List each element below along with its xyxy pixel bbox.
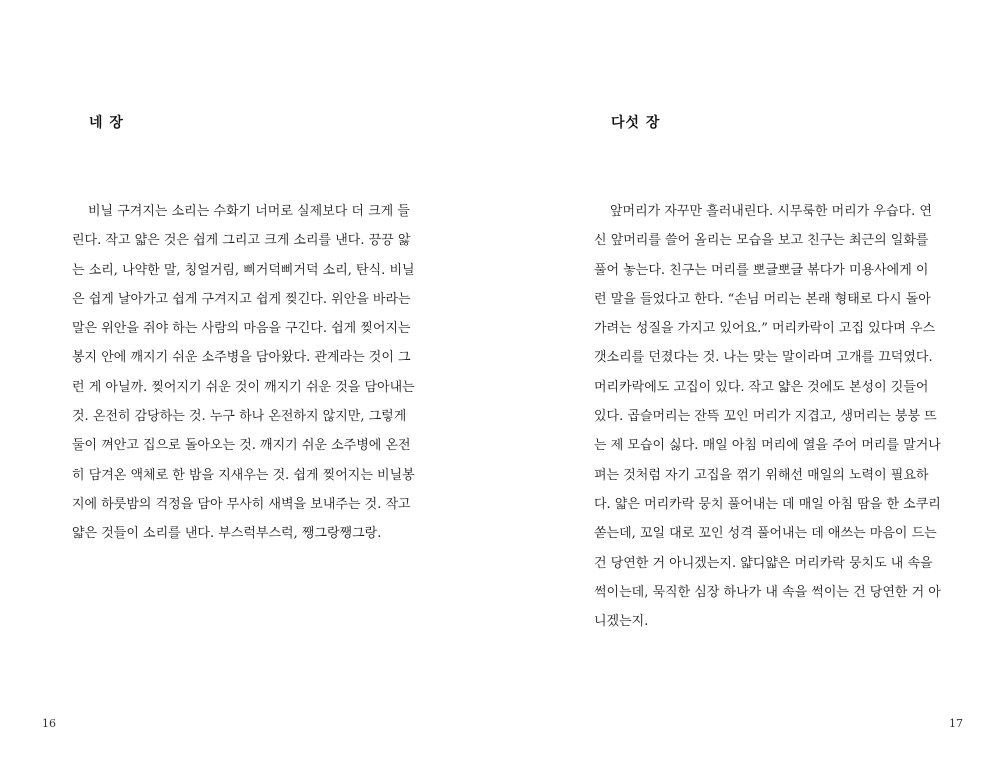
text-line: 다. 얇은 머리카락 뭉치 풀어내는 데 매일 아침 땀을 한 소쿠리 — [594, 496, 941, 512]
text-line: 말은 위안을 쥐야 하는 사람의 마음을 구긴다. 쉽게 찢어지는 — [72, 321, 411, 337]
text-line: 가려는 성질을 가지고 있어요.” 머리카락이 고집 있다며 우스 — [594, 321, 936, 337]
text-line: 쏟는데, 꼬일 대로 꼬인 성격 풀어내는 데 애쓰는 마음이 드는 — [594, 526, 937, 542]
text-line: 있다. 곱슬머리는 잔뜩 꼬인 머리가 지겹고, 생머리는 붕붕 뜨 — [594, 409, 937, 425]
page-number: 16 — [42, 717, 56, 730]
text-line: 것. 온전히 감당하는 것. 누구 하나 온전하지 않지만, 그렇게 — [72, 409, 407, 425]
body-text — [594, 197, 941, 636]
text-line: 머리카락에도 고집이 있다. 작고 얇은 것에도 본성이 깃들어 — [594, 379, 929, 395]
chapter-title: 네 장 — [89, 115, 124, 131]
text-line: 썩이는데, 묵직한 심장 하나가 내 속을 썩이는 건 당연한 거 아 — [594, 584, 941, 600]
text-line: 지에 하룻밤의 걱정을 담아 무사히 새벽을 보내주는 것. 작고 — [72, 496, 411, 512]
text-line: 은 쉽게 날아가고 쉽게 구겨지고 쉽게 찢긴다. 위안을 바라는 — [72, 291, 411, 307]
text-line: 린다. 작고 얇은 것은 쉽게 그리고 크게 소리를 낸다. 끙끙 앓 — [72, 233, 411, 249]
page-number: 17 — [949, 717, 963, 730]
text-line: 는 소리, 나약한 말, 칭얼거림, 삐거덕삐거덕 소리, 탄식. 비닐 — [72, 262, 415, 278]
text-line: 건 당연한 거 아니겠는지. 얇디얇은 머리카락 뭉치도 내 속을 — [594, 555, 933, 571]
text-line: 봉지 안에 깨지기 쉬운 소주병을 담아왔다. 관계라는 것이 그 — [72, 350, 411, 366]
text-line: 런 말을 들었다고 한다. “손님 머리는 본래 형태로 다시 돌아 — [594, 291, 931, 307]
right-page — [500, 0, 1000, 783]
chapter-title: 다섯 장 — [611, 115, 661, 131]
text-line: 런 게 아닐까. 찢어지기 쉬운 것이 깨지기 쉬운 것을 담아내는 — [72, 379, 415, 395]
text-line: 둘이 껴안고 집으로 돌아오는 것. 깨지기 쉬운 소주병에 온전 — [72, 438, 411, 454]
text-line: 는 제 모습이 싫다. 매일 아침 머리에 열을 주어 머리를 말거나 — [594, 438, 941, 454]
text-line: 비닐 구겨지는 소리는 수화기 너머로 실제보다 더 크게 들 — [88, 204, 410, 219]
text-line: 히 담겨온 액체로 한 밤을 지새우는 것. 쉽게 찢어지는 비닐봉 — [72, 467, 415, 483]
text-line: 풀어 놓는다. 친구는 머리를 뽀글뽀글 볶다가 미용사에게 이 — [594, 262, 929, 278]
text-line: 신 앞머리를 쓸어 올리는 모습을 보고 친구는 최근의 일화를 — [594, 233, 929, 249]
text-line: 얇은 것들이 소리를 낸다. 부스럭부스럭, 쨍그랑쨍그랑. — [72, 526, 382, 542]
body-text — [72, 197, 415, 549]
text-line: 니겠는지. — [594, 614, 649, 630]
text-line: 펴는 것처럼 자기 고집을 꺾기 위해선 매일의 노력이 필요하 — [594, 467, 929, 483]
text-line: 갯소리를 던졌다는 것. 나는 맞는 말이라며 고개를 끄덕였다. — [594, 350, 933, 366]
text-line: 앞머리가 자꾸만 흘러내린다. 시무룩한 머리가 우습다. 연 — [610, 204, 932, 219]
